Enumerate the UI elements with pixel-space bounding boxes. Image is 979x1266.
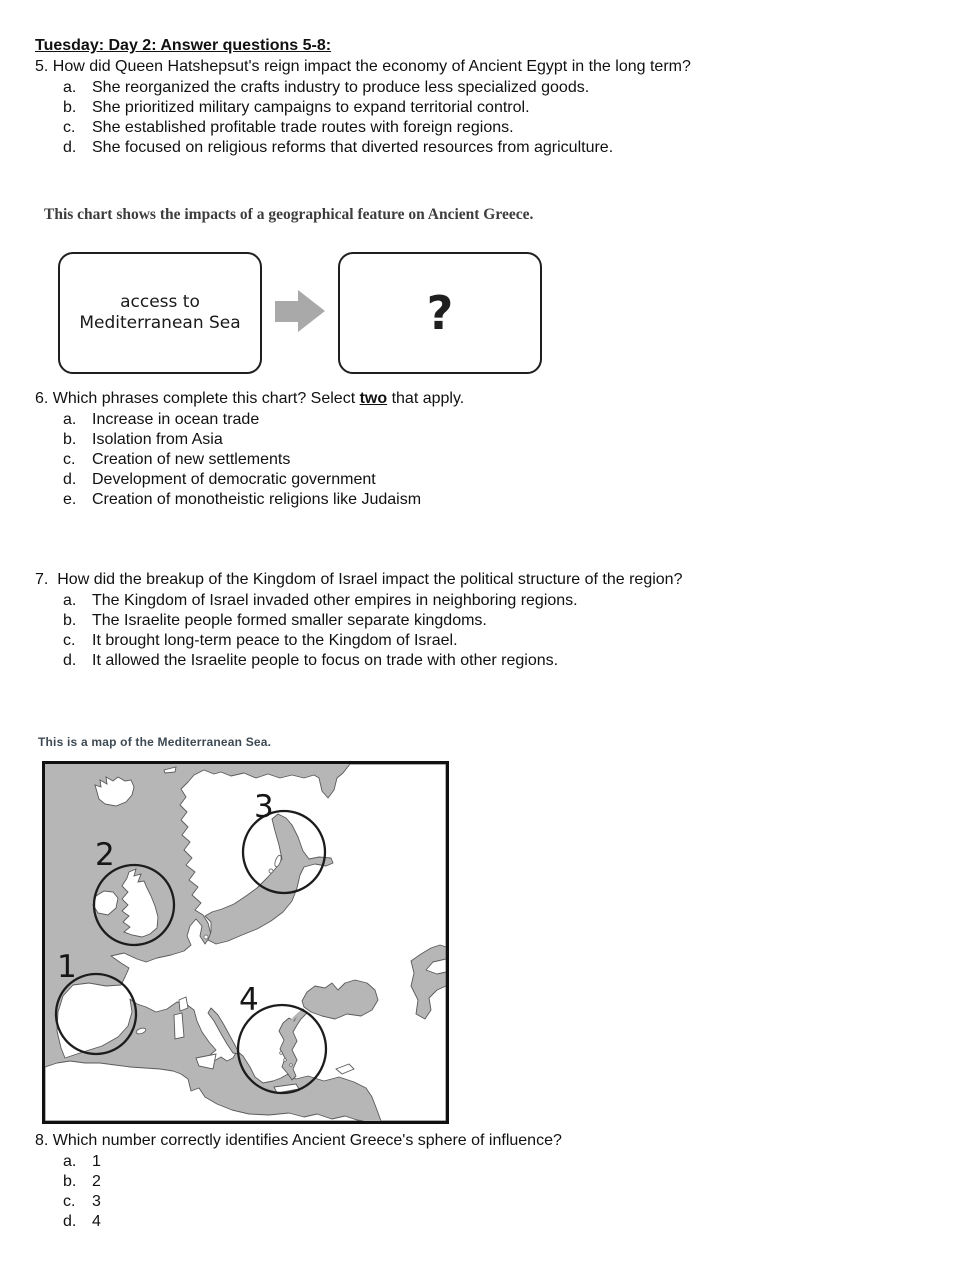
option-letter: c.: [63, 451, 76, 468]
option-text: Isolation from Asia: [92, 431, 223, 448]
cause-line-2: Mediterranean Sea: [79, 313, 241, 333]
map-label-3: 3: [254, 789, 274, 825]
flowchart-cause-box: [58, 252, 262, 374]
map-label-1: 1: [57, 949, 77, 985]
option-letter: a.: [63, 592, 77, 609]
mediterranean-map-graphic: [45, 764, 446, 1121]
option-letter: d.: [63, 652, 77, 669]
map-label-4: 4: [239, 982, 259, 1018]
question-6-stem-emphasis: two: [359, 390, 388, 407]
option-text: The Kingdom of Israel invaded other empires in neighboring regions.: [92, 592, 578, 609]
question-5-stem: 5. How did Queen Hatshepsut's reign impact the economy of Ancient Egypt in the long term?: [35, 58, 691, 75]
flowchart-question-mark: ?: [426, 286, 454, 340]
worksheet-heading: Tuesday: Day 2: Answer questions 5-8:: [35, 37, 332, 54]
option-text: It brought long-term peace to the Kingdom of Israel.: [92, 632, 458, 649]
option-text: The Israelite people formed smaller separate kingdoms.: [92, 612, 487, 629]
chart-caption: This chart shows the impacts of a geographical feature on Ancient Greece.: [44, 206, 534, 223]
option-letter: c.: [63, 1193, 76, 1210]
option-text: She reorganized the crafts industry to produce less specialized goods.: [92, 79, 590, 96]
flowchart-arrow-icon: [270, 285, 330, 335]
option-letter: b.: [63, 99, 77, 116]
option-text: Development of democratic government: [92, 471, 376, 488]
option-letter: a.: [63, 1153, 77, 1170]
option-letter: d.: [63, 471, 77, 488]
question-6-stem-after: that apply.: [387, 390, 465, 407]
sardinia-island: [174, 1013, 184, 1039]
option-text: She established profitable trade routes with foreign regions.: [92, 119, 514, 136]
question-6-stem-before: 6. Which phrases complete this chart? Select: [35, 390, 360, 407]
option-text: Creation of new settlements: [92, 451, 291, 468]
option-text: Creation of monotheistic religions like Judaism: [92, 491, 422, 508]
option-text: It allowed the Israelite people to focus on trade with other regions.: [92, 652, 559, 669]
flowchart-effect-box: [338, 252, 542, 374]
option-letter: b.: [63, 1173, 77, 1190]
option-letter: c.: [63, 119, 76, 136]
oland-island: [269, 869, 273, 873]
option-letter: e.: [63, 491, 77, 508]
cyclades-island: [284, 1059, 287, 1062]
map-caption: This is a map of the Mediterranean Sea.: [38, 735, 272, 749]
cyclades-island: [290, 1064, 293, 1067]
option-text: Increase in ocean trade: [92, 411, 260, 428]
mediterranean-map: [42, 761, 449, 1124]
option-letter: a.: [63, 411, 77, 428]
flowchart-cause-text: [79, 292, 240, 334]
cause-line-1: access to: [120, 292, 200, 312]
danish-island: [204, 935, 208, 939]
option-text: She prioritized military campaigns to expand territorial control.: [92, 99, 530, 116]
option-letter: b.: [63, 431, 77, 448]
question-7-stem: 7. How did the breakup of the Kingdom of Israel impact the political structure of the region?: [35, 571, 683, 588]
option-text: 2: [92, 1173, 101, 1190]
question-6-stem: [35, 390, 464, 408]
option-text: 4: [92, 1213, 101, 1230]
map-label-2: 2: [95, 837, 115, 873]
option-text: 3: [92, 1193, 101, 1210]
option-letter: b.: [63, 612, 77, 629]
corsica-island: [179, 997, 188, 1011]
option-text: 1: [92, 1153, 101, 1170]
cyclades-island: [280, 1052, 283, 1055]
option-letter: c.: [63, 632, 76, 649]
option-letter: d.: [63, 139, 77, 156]
option-letter: d.: [63, 1213, 77, 1230]
question-8-stem: 8. Which number correctly identifies Ancient Greece's sphere of influence?: [35, 1132, 562, 1149]
option-text: She focused on religious reforms that diverted resources from agriculture.: [92, 139, 614, 156]
option-letter: a.: [63, 79, 77, 96]
